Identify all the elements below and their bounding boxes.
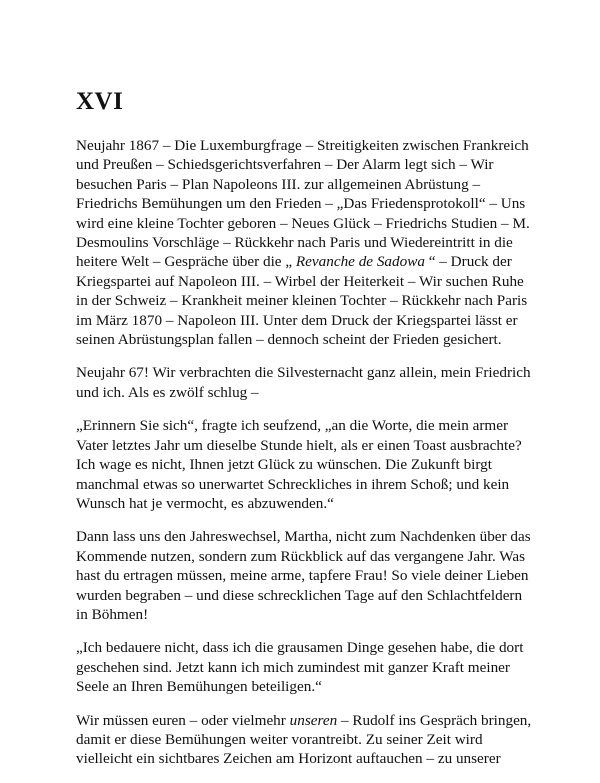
paragraph-5-end: – Rudolf ins Gespräch bringen, damit er diese Bemühungen weiter vorantreibt. Zu seiner Zeit wird vielleicht ein sichtbares Zeichen am Horizont auftauchen – zu unserer	[76, 711, 532, 768]
paragraph-5	[76, 711, 536, 769]
summary-text-start: Neujahr 1867 – Die Luxemburgfrage – Streitigkeiten zwischen Frankreich und Preußen – Schiedsgerichtsverfahren – Der Alarm legt sich – Wir besuchen Paris – Plan Napoleons III. zur allgemeinen Abrüstung – Friedrichs Bemühungen um den Frieden – „Das Friedensprotokoll“ – Uns wird eine kleine Tochter geboren – Neues Glück – Friedrichs Studien – M. Desmoulins Vorschläge – Rückkehr nach Paris und Wiedereintritt in die heitere Welt – Gespräche über die „	[76, 137, 530, 271]
summary-italic-phrase: Revanche de Sadowa	[295, 253, 425, 271]
paragraph-5-italic-word: unseren	[289, 711, 338, 729]
chapter-title: XVI	[76, 88, 124, 115]
chapter-summary	[76, 136, 536, 349]
paragraph-2: „Erinnern Sie sich“, fragte ich seufzend, „an die Worte, die mein armer Vater letztes Jahr um dieselbe Stunde hielt, als er einen Toast ausbrachte? Ich wage es nicht, Ihnen jetzt Glück zu wünschen. Die Zukunft birgt manchmal etwas so unerwartet Schreckliches in ihrem Schoß; und kein Wunsch hat je vermocht, es abzuwenden.“	[76, 417, 522, 512]
paragraph-1: Neujahr 67! Wir verbrachten die Silvesternacht ganz allein, mein Friedrich und ich. Als es zwölf schlug –	[76, 364, 531, 401]
book-page	[76, 88, 536, 783]
paragraph-5-start: Wir müssen euren – oder vielmehr	[76, 711, 290, 729]
paragraph-4: „Ich bedauere nicht, dass ich die grausamen Dinge gesehen habe, die dort geschehen sind. Jetzt kann ich mich zumindest mit ganzer Kraft meiner Seele an Ihren Bemühungen beteiligen.“	[76, 639, 524, 696]
paragraph-3: Dann lass uns den Jahreswechsel, Martha, nicht zum Nachdenken über das Kommende nutzen, sondern zum Rückblick auf das vergangene Jahr. Was hast du ertragen müssen, meine arme, tapfere Frau! So viele deiner Lieben wurden begraben – und diese schrecklichen Tage auf den Schlachtfeldern in Böhmen!	[76, 528, 531, 623]
summary-text-end: “ – Druck der Kriegspartei auf Napoleon III. – Wirbel der Heiterkeit – Wir suchen Ruhe in der Schweiz – Krankheit meiner kleinen Tochter – Rückkehr nach Paris im März 1870 – Napoleon III. Unter dem Druck der Kriegspartei lässt er seinen Abrüstungsplan fallen – dennoch scheint der Frieden gesichert.	[76, 253, 528, 349]
